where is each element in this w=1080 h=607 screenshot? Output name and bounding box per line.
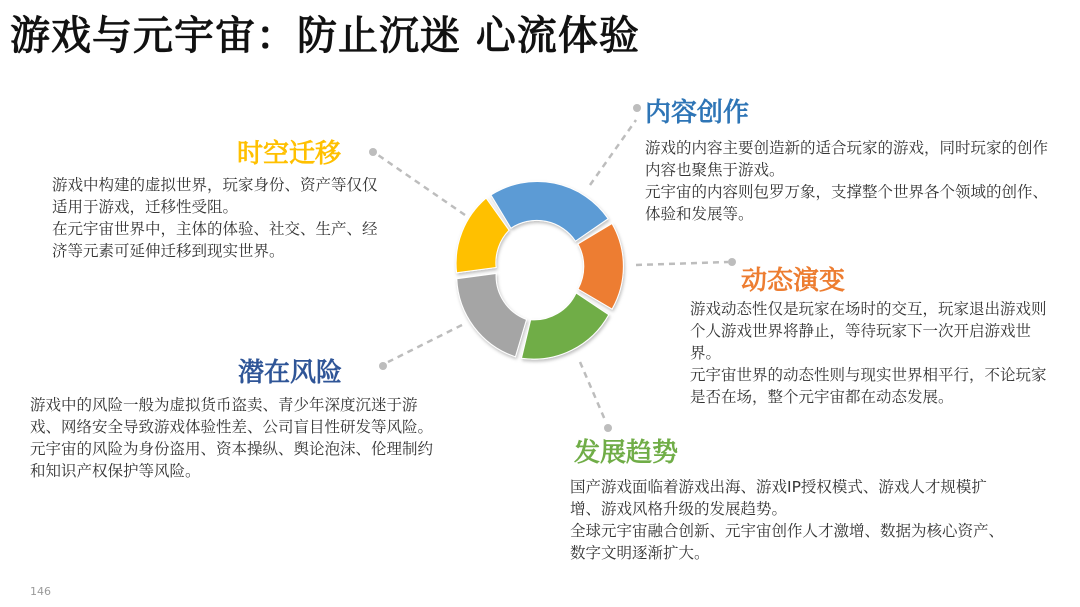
donut-ring	[456, 181, 623, 359]
connector-content-creation	[590, 120, 636, 185]
connector-end-content-creation	[633, 104, 641, 112]
donut-segment-content-creation	[491, 181, 608, 241]
text-dynamic-evolution	[690, 298, 1056, 408]
connector-spacetime-migration	[378, 155, 465, 215]
text-development-trend	[570, 476, 1006, 564]
heading-dynamic-evolution: 动态演变	[741, 266, 846, 296]
text-potential-risk	[30, 394, 440, 482]
text-line: 游戏的内容主要创造新的适合玩家的游戏，同时玩家的创作内容也聚焦于游戏。	[645, 139, 1049, 179]
connector-end-dynamic-evolution	[728, 258, 736, 266]
text-line: 国产游戏面临着游戏出海、游戏IP授权模式、游戏人才规模扩增、游戏风格升级的发展趋势。	[570, 478, 987, 518]
text-line: 游戏中构建的虚拟世界，玩家身份、资产等仅仅适用于游戏，迁移性受阻。	[52, 176, 378, 216]
donut-segment-dynamic-evolution	[578, 224, 623, 310]
text-line: 游戏动态性仅是玩家在场时的交互，玩家退出游戏则个人游戏世界将静止，等待玩家下一次开启游戏世界。	[690, 300, 1047, 362]
text-content-creation	[645, 137, 1061, 225]
donut-segment-potential-risk	[457, 274, 527, 357]
heading-content-creation: 内容创作	[645, 98, 750, 128]
text-spacetime-migration	[52, 174, 382, 262]
heading-development-trend: 发展趋势	[574, 438, 679, 468]
page-number: 146	[30, 585, 51, 598]
connector-end-spacetime-migration	[369, 148, 377, 156]
text-line: 元宇宙世界的动态性则与现实世界相平行，不论玩家是否在场，整个元宇宙都在动态发展。	[690, 366, 1047, 406]
text-line: 游戏中的风险一般为虚拟货币盗卖、青少年深度沉迷于游戏、网络安全导致游戏体验性差、公司盲目性研发等风险。	[30, 396, 434, 436]
text-line: 全球元宇宙融合创新、元宇宙创作人才激增、数据为核心资产、数字文明逐渐扩大。	[570, 522, 1005, 562]
donut-segment-development-trend	[522, 293, 609, 359]
text-line: 元宇宙的风险为身份盗用、资本操纵、舆论泡沫、伦理制约和知识产权保护等风险。	[30, 440, 434, 480]
page-title: 游戏与元宇宙：防止沉迷 心流体验	[10, 13, 640, 59]
connector-potential-risk	[388, 325, 462, 362]
text-line: 在元宇宙世界中，主体的体验、社交、生产、经济等元素可延伸迁移到现实世界。	[52, 220, 378, 260]
connector-end-potential-risk	[379, 362, 387, 370]
heading-spacetime-migration: 时空迁移	[237, 139, 342, 169]
connector-dynamic-evolution	[636, 262, 728, 265]
text-line: 元宇宙的内容则包罗万象，支撑整个世界各个领域的创作、体验和发展等。	[645, 183, 1049, 223]
connector-end-development-trend	[604, 424, 612, 432]
connector-development-trend	[580, 362, 605, 420]
heading-potential-risk: 潜在风险	[238, 358, 343, 388]
